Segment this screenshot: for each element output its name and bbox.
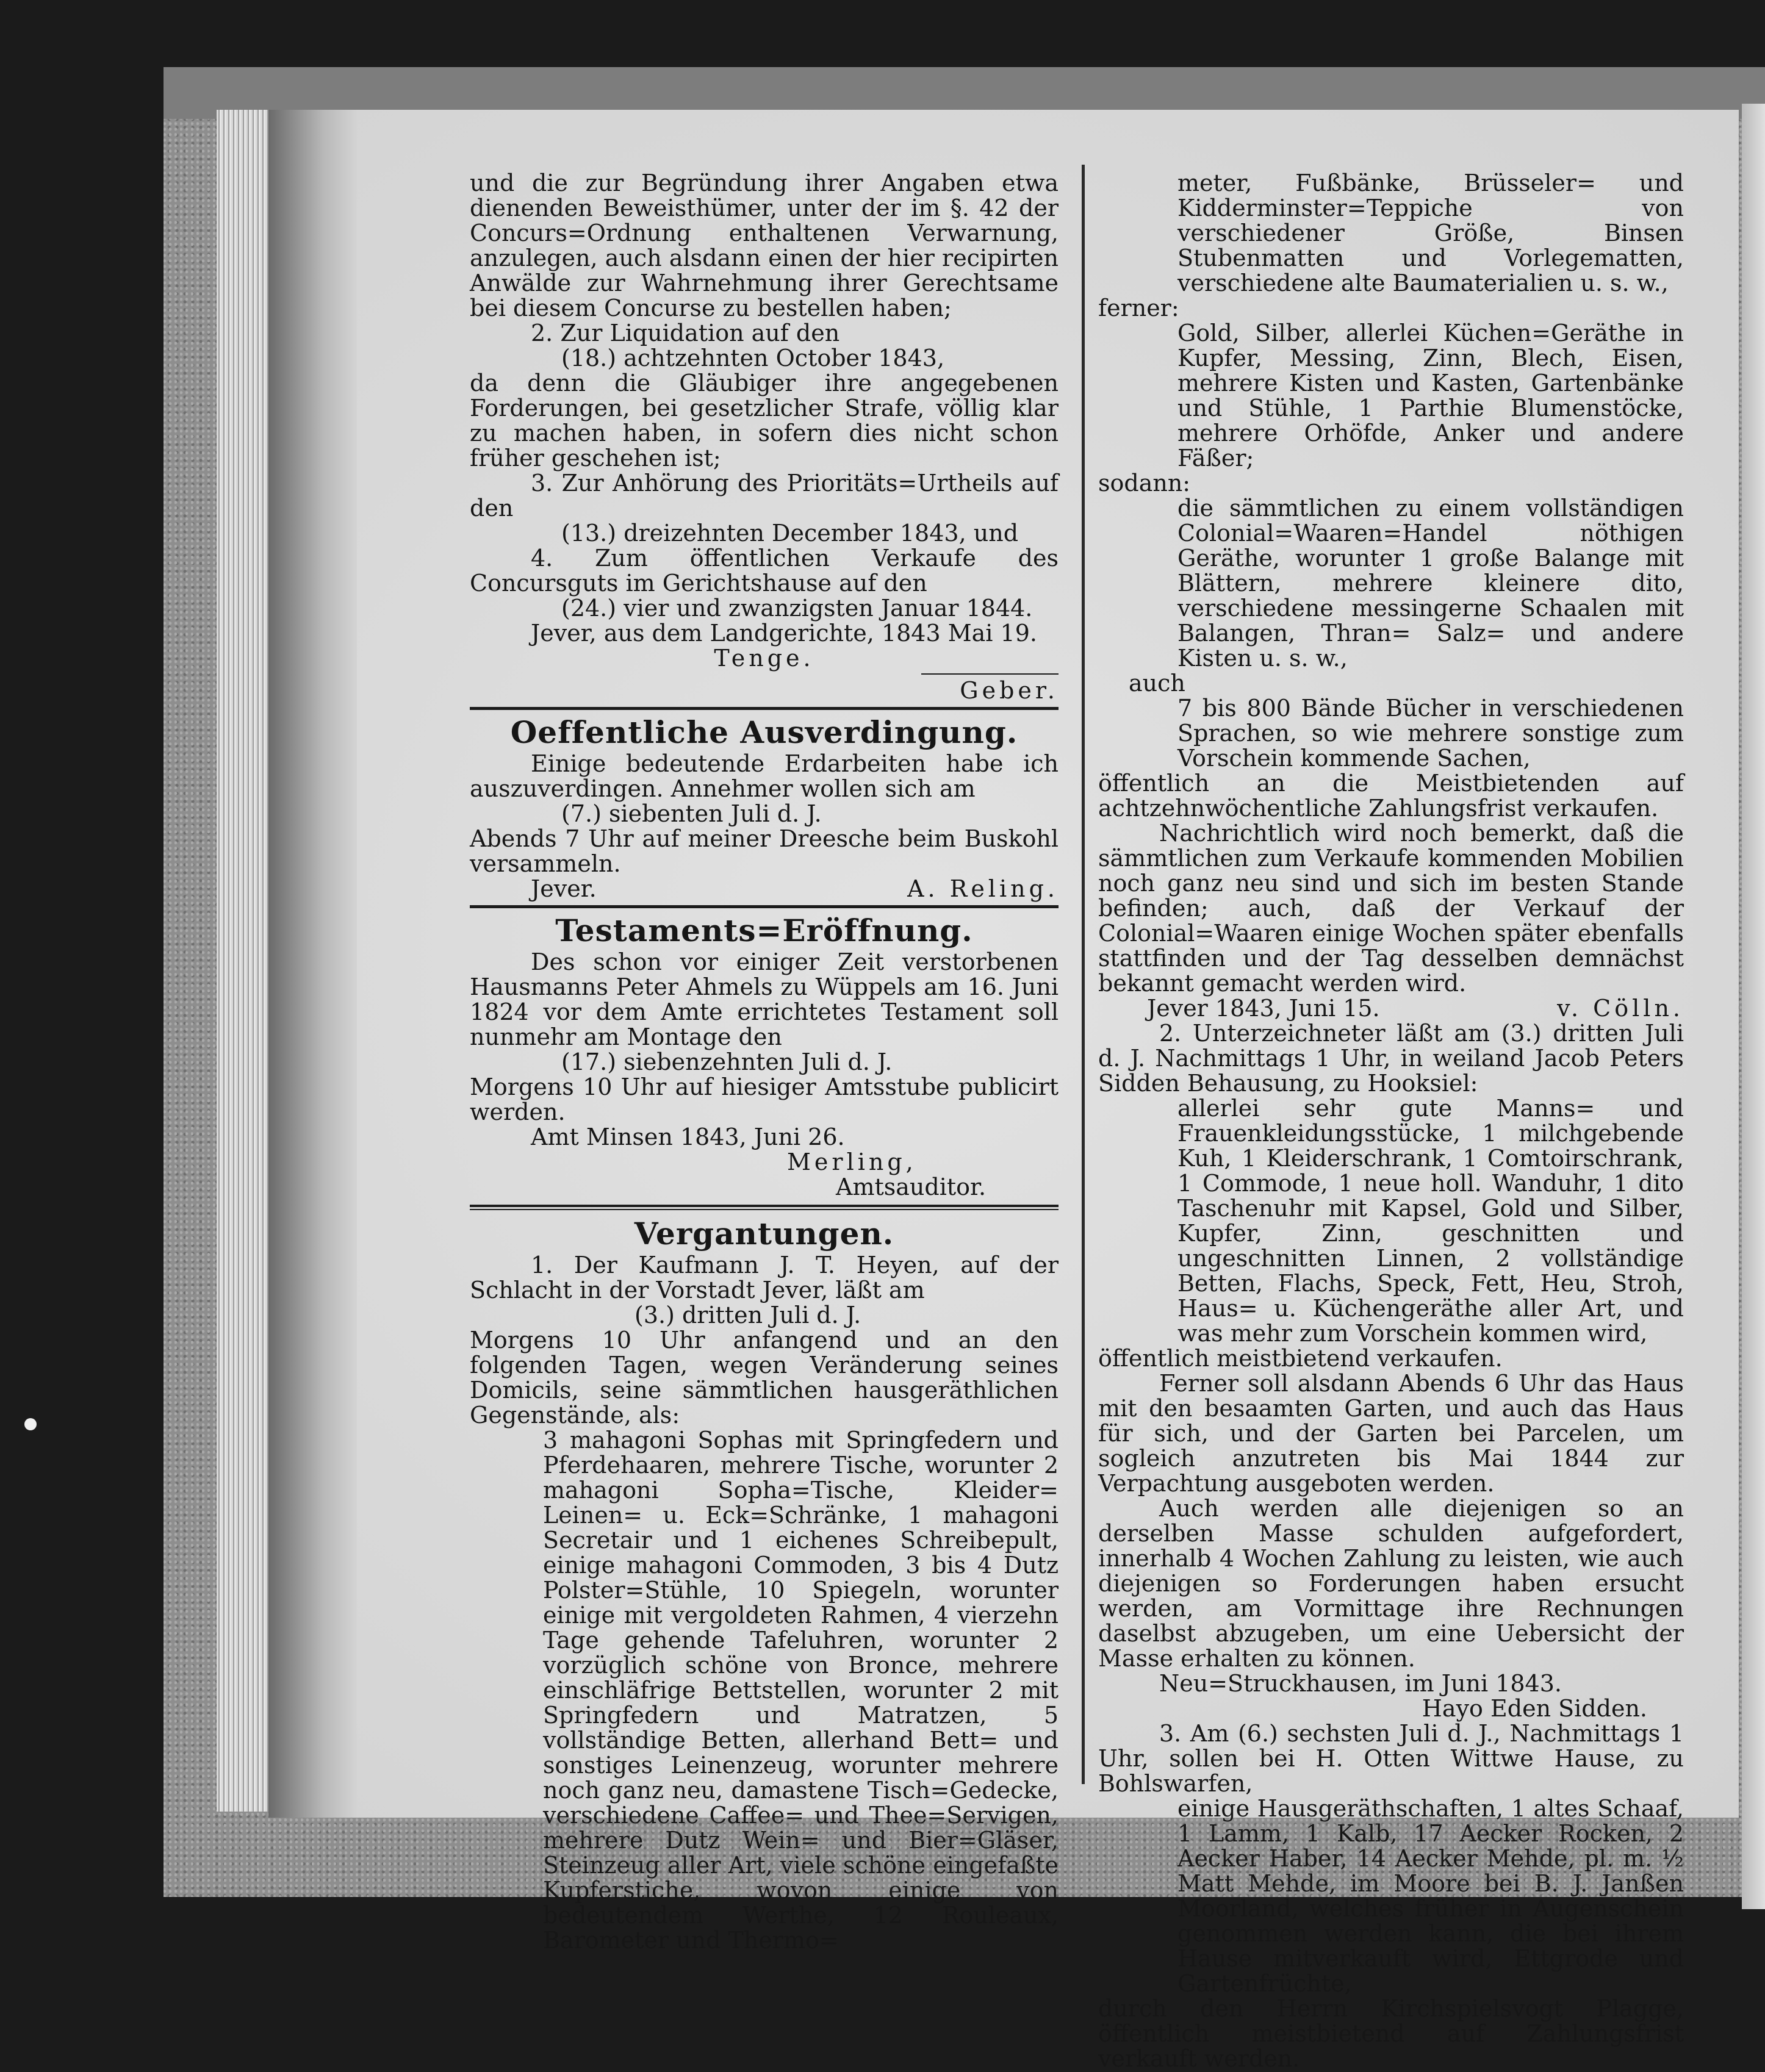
testament-time: Morgens 10 Uhr auf hiesiger Amtsstube publicirt werden. xyxy=(470,1074,1059,1125)
item-2-intro: 2. Unterzeichneter läßt am (3.) dritten Juli d. J. Nachmittags 1 Uhr, in weiland Jacob Peters Sidden Behausung, zu Hooksiel: xyxy=(1098,1020,1684,1097)
intro-paragraph: und die zur Begründung ihrer Angaben etwa dienenden Beweisthümer, unter der im §. 42 der Concurs=Ordnung enthaltenen Verwarnung, anzulegen, auch alsdann einen der hier recipirten Anwälde zur Wahrnehmung ihrer Gerechtsame bei diesem Concurse zu bestellen haben; xyxy=(470,170,1059,321)
ferner-label: ferner: xyxy=(1098,295,1179,321)
priority-date: (13.) dreizehnten December 1843, und xyxy=(561,520,1019,547)
auch-text: 7 bis 800 Bände Bücher in verschiedenen Sprachen, so wie mehrere sonstige zum Vorschein kommende Sachen, xyxy=(1177,695,1684,772)
vergantung-1-text: Morgens 10 Uhr anfangend und an den folgenden Tagen, wegen Veränderung seines Domicils, seine sämmtlichen hausgeräthlichen Gegenstände, als: xyxy=(470,1327,1059,1429)
vergantung-1-items: 3 mahagoni Sophas mit Springfedern und Pferdehaaren, mehrere Tische, worunter 2 mahagoni Sopha=Tische, Kleider= Leinen= u. Eck=Schränke, 1 mahagoni Secretair und 1 eichenes Schreibepult, einige mahagoni Commoden, 3 bis 4 Dutz Polster=Stühle, 10 Spiegeln, worunter einige mit vergoldeten Rahmen, 4 vierzehn Tage gehende Tafeluhren, worunter 2 vorzüglich schöne von Bronce, mehrere einschläfrige Bettstellen, worunter 2 mit Springfedern und Matratzen, 5 vollständige Betten, allerhand Bett= und sonstiges Leinenzeug, worunter mehrere noch ganz neu, damastene Tisch=Gedecke, verschiedene Caffee= und Thee=Servigen, mehrere Dutz Wein= und Bier=Gläser, Steinzeug aller Art, viele schöne eingefaßte Kupferstiche, wovon einige von bedeutendem Werthe, 12 Rouleaux, Barometer und Thermo= xyxy=(543,1427,1059,1954)
item-3-intro: 3. Am (6.) sechsten Juli d. J., Nachmittags 1 Uhr, sollen bei H. Otten Wittwe Hause, zu Bohlswarfen, xyxy=(1098,1720,1684,1797)
signature-title: Amtsauditor. xyxy=(836,1174,987,1200)
right-column xyxy=(1098,171,1684,2071)
item-3-cont: durch den Herrn Kirchspielsvogt Plagge, öffentlich meistbietend auf Zahlungsfrist verkauft werden. xyxy=(1098,1995,1684,2072)
sodann-text: die sämmtlichen zu einem vollständigen Colonial=Waaren=Handel nöthigen Geräthe, worunter 1 große Balange mit Blättern, mehrere kleinere dito, verschiedene messingerne Schaalen mit Balangen, Thran= Salz= und andere Kisten u. s. w., xyxy=(1177,495,1684,672)
ausverdingung-date: (7.) siebenten Juli d. J. xyxy=(561,800,822,827)
issuing-court: Jever, aus dem Landgerichte, 1843 Mai 19. xyxy=(531,620,1037,647)
item-2-cont: öffentlich meistbietend verkaufen. xyxy=(1098,1345,1503,1372)
ausverdingung-text: Einige bedeutende Erdarbeiten habe ich auszuverdingen. Annehmer wollen sich am xyxy=(470,750,1059,802)
sodann-label: sodann: xyxy=(1098,470,1191,496)
heading-testament: Testaments=Eröffnung. xyxy=(555,912,973,948)
ferner-text: Gold, Silber, allerlei Küchen=Geräthe in Kupfer, Messing, Zinn, Blech, Eisen, mehrere Kisten und Kasten, Gartenbänke und Stühle, 1 Parthie Blumenstöcke, mehrere Orhöfde, Anker und andere Fäßer; xyxy=(1177,320,1684,471)
section-rule xyxy=(470,905,1059,908)
testament-office: Amt Minsen 1843, Juni 26. xyxy=(531,1124,845,1150)
auch-label: auch xyxy=(1129,670,1185,697)
ausverdingung-location: Jever. xyxy=(531,875,597,902)
ausverdingung-signer: A. Reling. xyxy=(907,875,1059,902)
sign-1-name: v. Cölln. xyxy=(1557,995,1684,1022)
items-continued: meter, Fußbänke, Brüsseler= und Kidderminster=Teppiche von verschiedener Größe, Binsen Stubenmatten und Vorlegematten, verschiedene alte Baumaterialien u. s. w., xyxy=(1177,170,1684,296)
vergantung-1-date: (3.) dritten Juli d. J. xyxy=(634,1302,861,1328)
ausverdingung-sign-row xyxy=(470,876,1059,902)
heading-vergantungen: Vergantungen. xyxy=(634,1216,894,1252)
testament-text: Des schon vor einiger Zeit verstorbenen Hausmanns Peter Ahmels zu Wüppels am 16. Juni 1824 vor dem Amte errichtetes Testament soll nunmehr am Montage den xyxy=(470,948,1059,1050)
vergantung-1-intro: 1. Der Kaufmann J. T. Heyen, auf der Schlacht in der Vorstadt Jever, läßt am xyxy=(470,1252,1059,1303)
ausverdingung-place: Abends 7 Uhr auf meiner Dreesche beim Buskohl versammeln. xyxy=(470,825,1059,877)
testament-date: (17.) siebenzehnten Juli d. J. xyxy=(561,1049,893,1075)
next-page-edge xyxy=(1742,104,1765,1909)
signature-merling: Merling, xyxy=(787,1149,917,1175)
signature-tenge: Tenge. xyxy=(714,645,814,672)
item-2-more: Ferner soll alsdann Abends 6 Uhr das Haus mit den besaamten Garten, und auch das Haus für sich, und der Garten bei Parcelen, um sogleich anzutreten bis Mai 1844 zur Verpachtung ausgeboten werden. xyxy=(1098,1370,1684,1497)
column-divider xyxy=(1082,165,1085,1784)
scan-speck xyxy=(24,1418,37,1430)
priority-line: 3. Zur Anhörung des Prioritäts=Urtheils auf den xyxy=(470,470,1059,522)
gutter-shadow xyxy=(268,110,360,1818)
sign-2-name: Hayo Eden Sidden. xyxy=(1422,1695,1647,1722)
heading-ausverdingung: Oeffentliche Ausverdingung. xyxy=(510,714,1018,750)
item-3-list: einige Hausgeräthschaften, 1 altes Schaaf, 1 Lamm, 1 Kalb, 17 Aecker Rocken, 2 Aecker Haber, 14 Aecker Mehde, pl. m. ½ Matt Mehde, im Moore bei B. J. Janßen Moorland, welches früher in Augenschein genommen werden kann, die bei ihrem Hause mitverkauft wird, Ettgrode und Gartenfrüchte, xyxy=(1177,1795,1684,1997)
liquidation-date: (18.) achtzehnten October 1843, xyxy=(561,345,945,371)
short-rule xyxy=(921,673,1059,675)
ferner-block xyxy=(1098,296,1684,321)
sign-2-place: Neu=Struckhausen, im Juni 1843. xyxy=(1159,1670,1562,1697)
section-rule-double xyxy=(470,1205,1059,1210)
sale-terms: öffentlich an die Meistbietenden auf achtzehnwöchentliche Zahlungsfrist verkaufen. xyxy=(1098,770,1684,822)
item-2-debtors: Auch werden alle diejenigen so an derselben Masse schulden aufgefordert, innerhalb 4 Wochen Zahlung zu leisten, wie auch diejenigen so Forderungen haben ersucht werden, am Vormittage ihre Rechnungen daselbst abzugeben, um eine Uebersicht der Masse erhalten zu können. xyxy=(1098,1495,1684,1672)
left-column xyxy=(470,171,1059,1953)
item-2-list: allerlei sehr gute Manns= und Frauenkleidungsstücke, 1 milchgebende Kuh, 1 Kleiderschrank, 1 Comtoirschrank, 1 Commode, 1 neue holl. Wanduhr, 1 dito Taschenuhr mit Kapsel, Gold und Silber, Kupfer, Zinn, geschnitten und ungeschnitten Linnen, 2 vollständige Betten, Flachs, Speck, Fett, Heu, Stroh, Haus= u. Küchengeräthe aller Art, und was mehr zum Vorschein kommen wird, xyxy=(1177,1095,1684,1347)
sale-date: (24.) vier und zwanzigsten Januar 1844. xyxy=(561,595,1033,622)
sale-line: 4. Zum öffentlichen Verkaufe des Concursguts im Gerichtshause auf den xyxy=(470,545,1059,597)
signature-row-1 xyxy=(1098,996,1684,1021)
note-paragraph: Nachrichtlich wird noch bemerkt, daß die sämmtlichen zum Verkaufe kommenden Mobilien noch ganz neu sind und sich im besten Stande befinden; auch, daß der Verkauf der Colonial=Waaren einige Wochen später ebenfalls stattfinden und der Tag desselben demnächst bekannt gemacht werden wird. xyxy=(1098,820,1684,997)
section-rule xyxy=(470,707,1059,710)
signature-geber: Geber. xyxy=(960,677,1059,704)
sign-1-place: Jever 1843, Juni 15. xyxy=(1147,995,1380,1022)
creditors-paragraph: da denn die Gläubiger ihre angegebenen Forderungen, bei gesetzlicher Strafe, völlig klar zu machen haben, in sofern dies nicht schon früher geschehen ist; xyxy=(470,370,1059,471)
liquidation-line: 2. Zur Liquidation auf den xyxy=(531,320,840,346)
